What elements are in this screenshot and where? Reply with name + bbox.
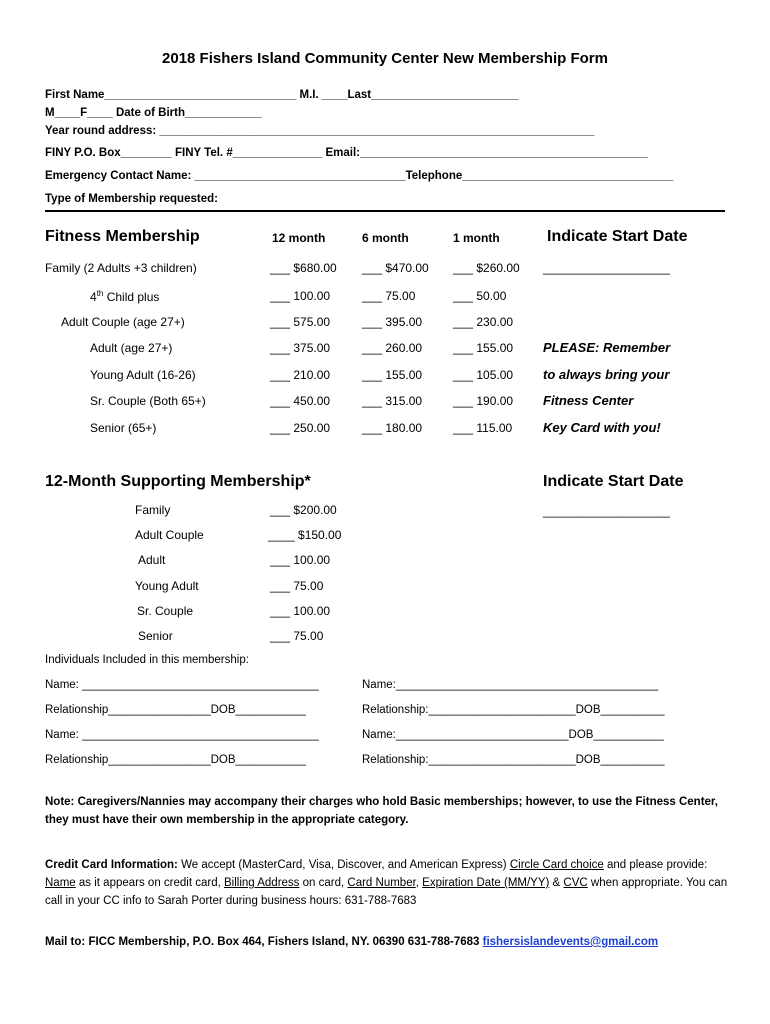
first-name-line[interactable]: First Name______________________________ M.I. ____Last_______________________ [45, 89, 519, 101]
fitness-price-1[interactable]: ___ $260.00 [453, 261, 520, 275]
individual-name-field[interactable]: Name: _____________________________________ [45, 679, 319, 691]
reminder-line: Fitness Center [543, 393, 634, 408]
fitness-row-label: Adult Couple (age 27+) [61, 315, 185, 329]
supporting-price[interactable]: ____ $150.00 [268, 528, 342, 542]
supporting-row-label: Adult [138, 553, 166, 567]
emergency-contact-line[interactable]: Emergency Contact Name: _________________________________Telephone_________________________________ [45, 170, 674, 182]
individual-name-field[interactable]: Name:_________________________________________ [362, 679, 659, 691]
individual-relationship-field[interactable]: Relationship________________DOB___________ [45, 754, 306, 766]
fitness-price-1[interactable]: ___ 105.00 [453, 368, 514, 382]
sex-dob-line[interactable]: M____F____ Date of Birth____________ [45, 107, 262, 119]
supporting-row-label: Senior [138, 629, 173, 643]
col-12-month: 12 month [272, 231, 326, 245]
email-link[interactable]: fishersislandevents@gmail.com [482, 936, 659, 948]
supporting-price[interactable]: ___ $200.00 [270, 503, 337, 517]
fitness-price-6[interactable]: ___ 75.00 [362, 289, 416, 303]
fitness-row-label: 4th Child plus [90, 289, 160, 304]
individual-relationship-field[interactable]: Relationship________________DOB___________ [45, 704, 306, 716]
supporting-start-date-heading: Indicate Start Date [543, 473, 684, 490]
fitness-price-6[interactable]: ___ 260.00 [362, 341, 423, 355]
fitness-price-1[interactable]: ___ 115.00 [453, 421, 513, 435]
supporting-row-label: Adult Couple [135, 528, 204, 542]
fitness-heading: Fitness Membership [45, 228, 200, 245]
supporting-start-date-field[interactable]: ___________________ [543, 504, 670, 518]
fitness-price-12[interactable]: ___ 100.00 [270, 289, 331, 303]
individual-relationship-field[interactable]: Relationship:_______________________DOB__________ [362, 704, 665, 716]
supporting-heading: 12-Month Supporting Membership* [45, 473, 311, 490]
fitness-price-12[interactable]: ___ $680.00 [270, 261, 337, 275]
fitness-row-label: Senior (65+) [90, 421, 157, 435]
fitness-price-1[interactable]: ___ 190.00 [453, 394, 514, 408]
mail-to-line: Mail to: FICC Membership, P.O. Box 464, Fishers Island, NY. 06390 631-788-7683 fishersislandevents@gmail.com [45, 936, 659, 948]
caregiver-note: Note: Caregivers/Nannies may accompany their charges who hold Basic memberships; however, to use the Fitness Center, they must have their own membership in the appropriate category. [45, 796, 718, 826]
po-box-tel-email-line[interactable]: FINY P.O. Box________ FINY Tel. #______________ Email:_____________________________________________ [45, 147, 648, 159]
fitness-price-12[interactable]: ___ 210.00 [270, 368, 331, 382]
reminder-line: to always bring your [543, 367, 670, 382]
reminder-line: PLEASE: Remember [543, 340, 671, 355]
fitness-price-6[interactable]: ___ 315.00 [362, 394, 423, 408]
col-6-month: 6 month [362, 231, 409, 245]
supporting-row-label: Young Adult [135, 579, 199, 593]
col-1-month: 1 month [453, 231, 500, 245]
supporting-price[interactable]: ___ 100.00 [270, 553, 331, 567]
supporting-price[interactable]: ___ 75.00 [270, 579, 324, 593]
fitness-row-label: Young Adult (16-26) [90, 368, 196, 382]
fitness-price-1[interactable]: ___ 155.00 [453, 341, 514, 355]
form-title: 2018 Fishers Island Community Center New Membership Form [162, 50, 608, 67]
fitness-price-6[interactable]: ___ 395.00 [362, 315, 423, 329]
fitness-price-12[interactable]: ___ 375.00 [270, 341, 331, 355]
fitness-price-6[interactable]: ___ $470.00 [362, 261, 429, 275]
fitness-price-1[interactable]: ___ 230.00 [453, 315, 514, 329]
address-line[interactable]: Year round address: ____________________________________________________________________ [45, 125, 595, 137]
fitness-row-label: Sr. Couple (Both 65+) [90, 394, 206, 408]
section-divider [45, 210, 725, 212]
fitness-price-1[interactable]: ___ 50.00 [453, 289, 507, 303]
fitness-row-label: Adult (age 27+) [90, 341, 173, 355]
supporting-row-label: Sr. Couple [137, 604, 194, 618]
fitness-price-6[interactable]: ___ 155.00 [362, 368, 423, 382]
supporting-price[interactable]: ___ 100.00 [270, 604, 331, 618]
fitness-start-date-field[interactable]: ___________________ [543, 261, 670, 275]
supporting-price[interactable]: ___ 75.00 [270, 629, 324, 643]
fitness-start-date-heading: Indicate Start Date [547, 228, 688, 245]
reminder-line: Key Card with you! [543, 420, 661, 435]
supporting-row-label: Family [135, 503, 171, 517]
fitness-price-6[interactable]: ___ 180.00 [362, 421, 423, 435]
fitness-price-12[interactable]: ___ 450.00 [270, 394, 331, 408]
fitness-row-label: Family (2 Adults +3 children) [45, 261, 197, 275]
fitness-price-12[interactable]: ___ 250.00 [270, 421, 331, 435]
membership-type-label: Type of Membership requested: [45, 193, 218, 205]
individual-name-field[interactable]: Name:___________________________DOB___________ [362, 729, 664, 741]
individual-relationship-field[interactable]: Relationship:_______________________DOB__________ [362, 754, 665, 766]
fitness-price-12[interactable]: ___ 575.00 [270, 315, 331, 329]
individual-name-field[interactable]: Name: _____________________________________ [45, 729, 319, 741]
individuals-heading: Individuals Included in this membership: [45, 654, 249, 666]
credit-card-info: Credit Card Information: We accept (MasterCard, Visa, Discover, and American Express) Circle Card choice and please provide: Name as it appears on credit card, Billing Address on card, Card Number, Expiration Date (MM/YY) & CVC when appropriate. You can call in your CC info to Sarah Porter during business hours: 631-788-7683 [45, 859, 728, 907]
